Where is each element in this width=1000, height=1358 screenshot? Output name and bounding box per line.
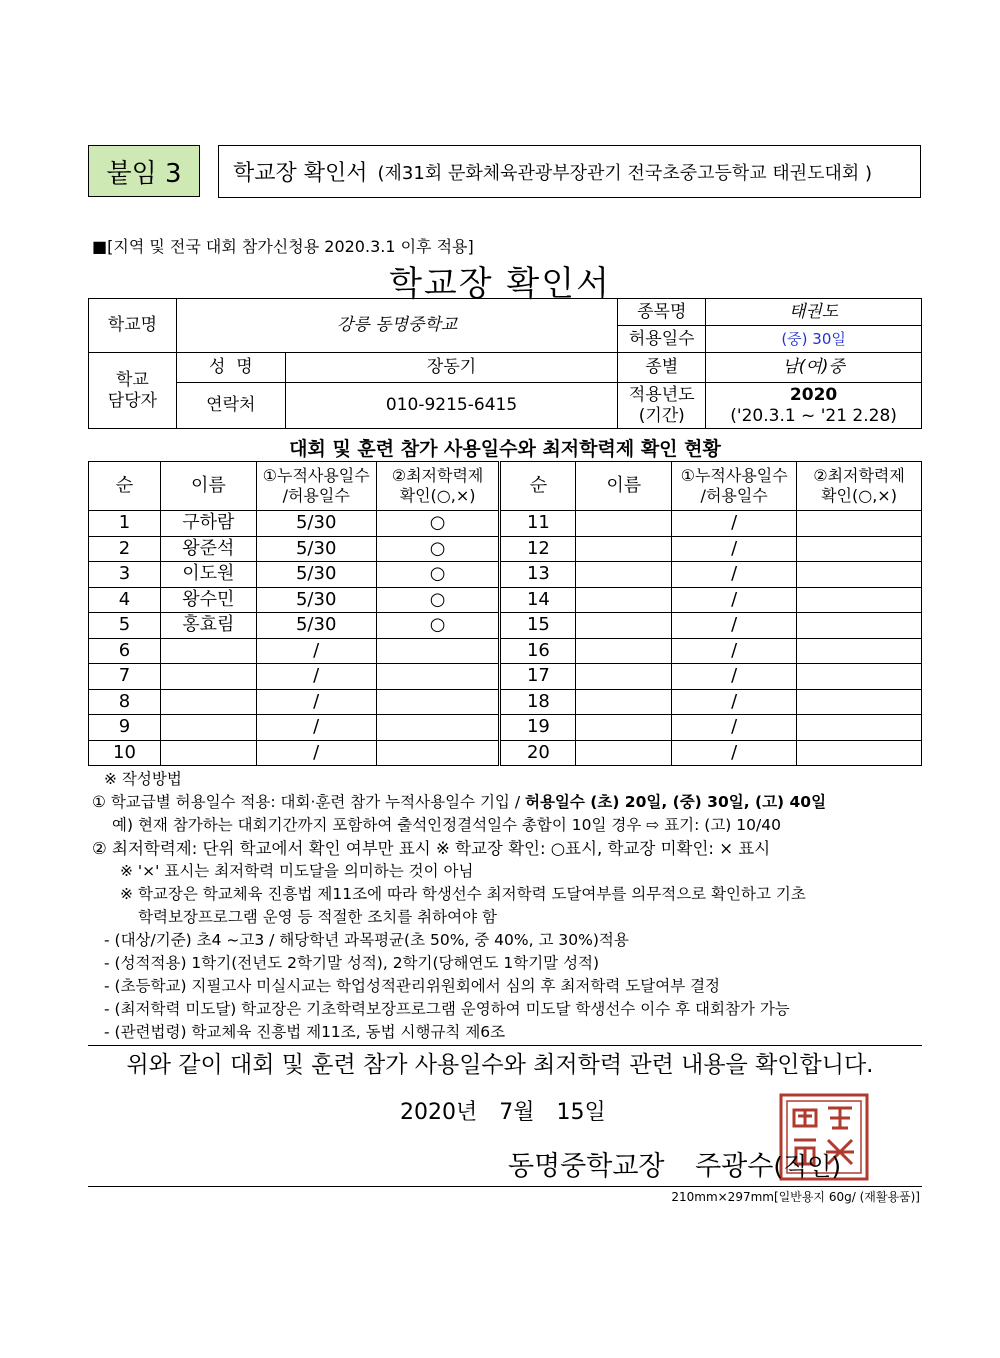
gender-value: 남(여)중 [706, 353, 922, 383]
note-2-duty-2: 학력보장프로그램 운영 등 적절한 조치를 취하여야 함 [138, 908, 497, 926]
principal-title: 동명중학교장 [508, 1151, 665, 1182]
roster-no: 9 [89, 715, 161, 741]
roster-no: 1 [89, 511, 161, 537]
divider-bottom [88, 1186, 922, 1187]
roster-days: 5/30 [256, 613, 376, 639]
roster-header-row [89, 462, 922, 511]
staff-label-line1: 학교 [116, 369, 149, 390]
roster-no: 11 [500, 511, 576, 537]
days-label: 허용일수 [618, 326, 706, 353]
roster-check [797, 536, 922, 562]
col-no-right: 순 [500, 462, 576, 511]
date-day: 15일 [556, 1100, 606, 1125]
table-row [89, 740, 922, 766]
roster-no: 20 [500, 740, 576, 766]
event-name: (제31회 문화체육관광부장관기 전국초중고등학교 태권도대회 ) [377, 162, 873, 184]
table-row [89, 664, 922, 690]
seal-mark: (직인) [773, 1152, 842, 1181]
year-cell [706, 383, 922, 429]
roster-table [88, 461, 922, 766]
roster-name [576, 664, 672, 690]
form-title: 학교장 확인서 [389, 264, 611, 304]
roster-name: 이도원 [160, 562, 256, 588]
roster-no: 6 [89, 638, 161, 664]
roster-days: / [256, 664, 376, 690]
principal-signature [508, 1144, 841, 1183]
roster-days: / [672, 664, 797, 690]
roster-name: 왕수민 [160, 587, 256, 613]
roster-no: 4 [89, 587, 161, 613]
roster-check: ○ [376, 562, 500, 588]
roster-check [376, 689, 500, 715]
roster-check: ○ [376, 536, 500, 562]
roster-name [576, 740, 672, 766]
roster-name [576, 562, 672, 588]
roster-name [160, 740, 256, 766]
roster-days: 5/30 [256, 536, 376, 562]
roster-days: / [672, 536, 797, 562]
table-row [89, 613, 922, 639]
roster-name [576, 613, 672, 639]
roster-no: 10 [89, 740, 161, 766]
col-name: 이름 [160, 462, 256, 511]
detail-5: - (관련법령) 학교체육 진흥법 제11조, 동법 시행규칙 제6조 [104, 1023, 506, 1041]
roster-name: 왕준석 [160, 536, 256, 562]
sign-date [400, 1095, 628, 1126]
roster-name [576, 689, 672, 715]
roster-no: 13 [500, 562, 576, 588]
roster-name: 홍효림 [160, 613, 256, 639]
roster-name [576, 587, 672, 613]
roster-name [576, 511, 672, 537]
year-value: 2020 [789, 384, 838, 405]
roster-days: / [256, 638, 376, 664]
roster-days: / [672, 562, 797, 588]
table-row [89, 689, 922, 715]
principal-name: 주광수 [695, 1151, 774, 1182]
instructions [92, 768, 927, 1044]
note-2-x: ※ '×' 표시는 최저학력 미도달을 의미하는 것이 아님 [120, 862, 474, 880]
roster-days: 5/30 [256, 511, 376, 537]
roster-check [797, 638, 922, 664]
detail-2: - (성적적용) 1학기(전년도 2학기말 성적), 2학기(당해연도 1학기말 성적) [104, 954, 600, 972]
period-value: ('20.3.1 ~ '21 2.28) [730, 405, 897, 426]
col-name-right: 이름 [576, 462, 672, 511]
table-row [89, 511, 922, 537]
contact-value: 010-9215-6415 [285, 383, 618, 429]
name-value: 장동기 [285, 353, 618, 383]
roster-check: ○ [376, 511, 500, 537]
detail-3: - (초등학교) 지필고사 미실시교는 학업성적관리위원회에서 심의 후 최저학력 도달여부 결정 [104, 977, 721, 995]
roster-no: 3 [89, 562, 161, 588]
roster-check [797, 587, 922, 613]
roster-no: 15 [500, 613, 576, 639]
roster-name [160, 638, 256, 664]
roster-name [576, 638, 672, 664]
roster-days: 5/30 [256, 587, 376, 613]
roster-days: / [672, 715, 797, 741]
table-row [89, 562, 922, 588]
roster-name [160, 715, 256, 741]
roster-no: 14 [500, 587, 576, 613]
detail-1: - (대상/기준) 초4 ~고3 / 해당학년 과목평균(초 50%, 중 40%, 고 30%)적용 [104, 931, 629, 949]
roster-check: ○ [376, 587, 500, 613]
roster-no: 7 [89, 664, 161, 690]
col-check-right: ②최저학력제 확인(○,×) [797, 462, 922, 511]
roster-no: 12 [500, 536, 576, 562]
contact-label: 연락처 [176, 383, 285, 429]
status-title: 대회 및 훈련 참가 사용일수와 최저학력제 확인 현황 [289, 438, 721, 460]
note-1: ① 학교급별 허용일수 적용: 대회·훈련 참가 누적사용일수 기입 / 허용일수 (초) 20일, (중) 30일, (고) 40일 [92, 793, 827, 811]
notes-heading: ※ 작성방법 [104, 770, 182, 788]
document-title-box [218, 145, 921, 198]
table-row [89, 587, 922, 613]
roster-no: 2 [89, 536, 161, 562]
event-value: 태권도 [706, 299, 922, 326]
roster-no: 18 [500, 689, 576, 715]
year-label [618, 383, 706, 429]
attachment-tag: 붙임 3 [88, 145, 200, 197]
paper-spec: 210mm×297mm[일반용지 60g/ (재활용품)] [671, 1190, 920, 1204]
roster-check [376, 740, 500, 766]
gender-label: 종별 [618, 353, 706, 383]
col-check: ②최저학력제 확인(○,×) [376, 462, 500, 511]
roster-check [797, 715, 922, 741]
roster-check [376, 638, 500, 664]
roster-check [797, 511, 922, 537]
table-row [89, 715, 922, 741]
roster-days: 5/30 [256, 562, 376, 588]
staff-label-line2: 담당자 [107, 390, 158, 411]
roster-check [797, 562, 922, 588]
roster-name [576, 715, 672, 741]
roster-days: / [672, 613, 797, 639]
roster-days: / [672, 689, 797, 715]
confirm-statement: 위와 같이 대회 및 훈련 참가 사용일수와 최저학력 관련 내용을 확인합니다. [126, 1052, 874, 1078]
detail-4: - (최저학력 미도달) 학교장은 기초학력보장프로그램 운영하여 미도달 학생선수 이수 후 대회참가 가능 [104, 1000, 790, 1018]
roster-days: / [672, 740, 797, 766]
col-days-right: ①누적사용일수 /허용일수 [672, 462, 797, 511]
date-year: 2020년 [400, 1100, 478, 1125]
roster-name [576, 536, 672, 562]
col-no: 순 [89, 462, 161, 511]
staff-label [89, 353, 177, 429]
roster-no: 16 [500, 638, 576, 664]
roster-check [797, 613, 922, 639]
school-label: 학교명 [89, 299, 177, 353]
event-label: 종목명 [618, 299, 706, 326]
roster-check: ○ [376, 613, 500, 639]
info-table [88, 298, 922, 429]
roster-name: 구하람 [160, 511, 256, 537]
date-month: 7월 [499, 1100, 535, 1125]
col-days: ①누적사용일수 /허용일수 [256, 462, 376, 511]
school-value: 강릉 동명중학교 [176, 299, 617, 353]
note-1-example: 예) 현재 참가하는 대회기간까지 포함하여 출석인정결석일수 총합이 10일 경우 ⇨ 표기: (고) 10/40 [112, 816, 781, 834]
note-2-duty-1: ※ 학교장은 학교체육 진흥법 제11조에 따라 학생선수 최저학력 도달여부를 의무적으로 확인하고 기초 [120, 885, 806, 903]
roster-no: 5 [89, 613, 161, 639]
year-label-line2: (기간) [638, 405, 685, 426]
days-value: (중) 30일 [706, 326, 922, 353]
roster-check [376, 664, 500, 690]
roster-days: / [672, 638, 797, 664]
roster-name [160, 689, 256, 715]
roster-check [797, 664, 922, 690]
year-label-line1: 적용년도 [628, 384, 695, 405]
roster-days: / [256, 740, 376, 766]
roster-check [797, 689, 922, 715]
roster-days: / [256, 715, 376, 741]
roster-check [376, 715, 500, 741]
roster-days: / [672, 511, 797, 537]
name-label: 성 명 [176, 353, 285, 383]
roster-check [797, 740, 922, 766]
table-row [89, 536, 922, 562]
roster-no: 19 [500, 715, 576, 741]
roster-no: 17 [500, 664, 576, 690]
table-row [89, 638, 922, 664]
apply-note: ■[지역 및 전국 대회 참가신청용 2020.3.1 이후 적용] [92, 237, 474, 256]
roster-days: / [672, 587, 797, 613]
roster-days: / [256, 689, 376, 715]
roster-name [160, 664, 256, 690]
document-title: 학교장 확인서 [233, 161, 368, 186]
note-2: ② 최저학력제: 단위 학교에서 확인 여부만 표시 ※ 학교장 확인: ○표시, 학교장 미확인: × 표시 [92, 839, 771, 858]
roster-no: 8 [89, 689, 161, 715]
